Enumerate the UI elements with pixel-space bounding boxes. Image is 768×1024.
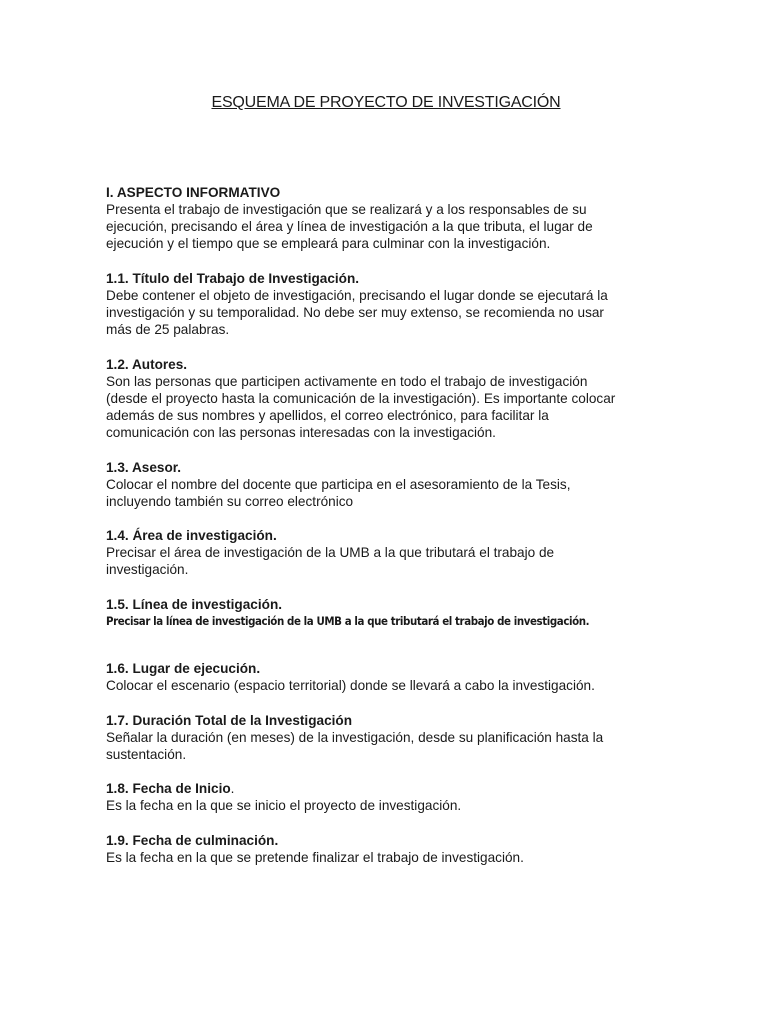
section-lugar bbox=[106, 660, 666, 694]
section-titulo bbox=[106, 270, 666, 338]
section-body-line: incluyendo también su correo electrónico bbox=[106, 494, 354, 509]
section-body-line: Debe contener el objeto de investigación, precisando el lugar donde se ejecutará la bbox=[106, 288, 608, 303]
section-body-line: Colocar el nombre del docente que participa en el asesoramiento de la Tesis, bbox=[106, 477, 571, 492]
section-heading: 1.5. Línea de investigación. bbox=[106, 597, 283, 612]
section-aspecto-informativo bbox=[106, 184, 666, 252]
section-body-line: (desde el proyecto hasta la comunicación de la investigación). Es importante colocar bbox=[106, 391, 616, 406]
document-title: ESQUEMA DE PROYECTO DE INVESTIGACIÓN bbox=[211, 94, 561, 111]
section-body-line: Señalar la duración (en meses) de la investigación, desde su planificación hasta la bbox=[106, 730, 604, 745]
section-body-line: más de 25 palabras. bbox=[106, 322, 230, 337]
section-autores bbox=[106, 356, 666, 441]
section-body-line: Colocar el escenario (espacio territorial) donde se llevará a cabo la investigación. bbox=[106, 678, 595, 693]
section-heading: 1.8. Fecha de Inicio bbox=[106, 781, 231, 796]
section-heading: 1.7. Duración Total de la Investigación bbox=[106, 713, 353, 728]
section-fecha-inicio bbox=[106, 780, 666, 814]
section-heading: 1.1. Título del Trabajo de Investigación. bbox=[106, 271, 360, 286]
document-page bbox=[106, 0, 666, 1024]
section-area bbox=[106, 527, 666, 578]
section-linea bbox=[106, 596, 666, 630]
section-asesor bbox=[106, 459, 666, 510]
section-body-line: Presenta el trabajo de investigación que se realizará y a los responsables de su bbox=[106, 202, 587, 217]
section-heading-row bbox=[106, 780, 666, 797]
section-heading: 1.9. Fecha de culminación. bbox=[106, 833, 279, 848]
section-heading-suffix: . bbox=[230, 781, 235, 796]
section-body-line: sustentación. bbox=[106, 747, 187, 762]
section-heading: 1.4. Área de investigación. bbox=[106, 528, 277, 543]
section-body-line: investigación. bbox=[106, 562, 189, 577]
section-duracion bbox=[106, 712, 666, 763]
section-heading: 1.3. Asesor. bbox=[106, 460, 182, 475]
section-body-line: además de sus nombres y apellidos, el correo electrónico, para facilitar la bbox=[106, 408, 549, 423]
section-body-line: Es la fecha en la que se pretende finalizar el trabajo de investigación. bbox=[106, 850, 524, 865]
section-fecha-culminacion bbox=[106, 832, 666, 866]
section-heading: 1.2. Autores. bbox=[106, 357, 188, 372]
section-body-line: ejecución y el tiempo que se empleará para culminar con la investigación. bbox=[106, 236, 551, 251]
section-body-line: ejecución, precisando el área y línea de investigación a la que tributa, el lugar de bbox=[106, 219, 593, 234]
section-body-line: Precisar el área de investigación de la UMB a la que tributará el trabajo de bbox=[106, 545, 555, 560]
section-body-line: Son las personas que participen activamente en todo el trabajo de investigación bbox=[106, 374, 588, 389]
section-body-line: comunicación con las personas interesadas con la investigación. bbox=[106, 425, 496, 440]
section-body-line: investigación y su temporalidad. No debe ser muy extenso, se recomienda no usar bbox=[106, 305, 604, 320]
section-body-line: Es la fecha en la que se inicio el proyecto de investigación. bbox=[106, 798, 462, 813]
section-heading: I. ASPECTO INFORMATIVO bbox=[106, 185, 281, 200]
section-body-line: Precisar la línea de investigación de la UMB a la que tributará el trabajo de investigación. bbox=[106, 614, 590, 628]
section-heading: 1.6. Lugar de ejecución. bbox=[106, 661, 261, 676]
